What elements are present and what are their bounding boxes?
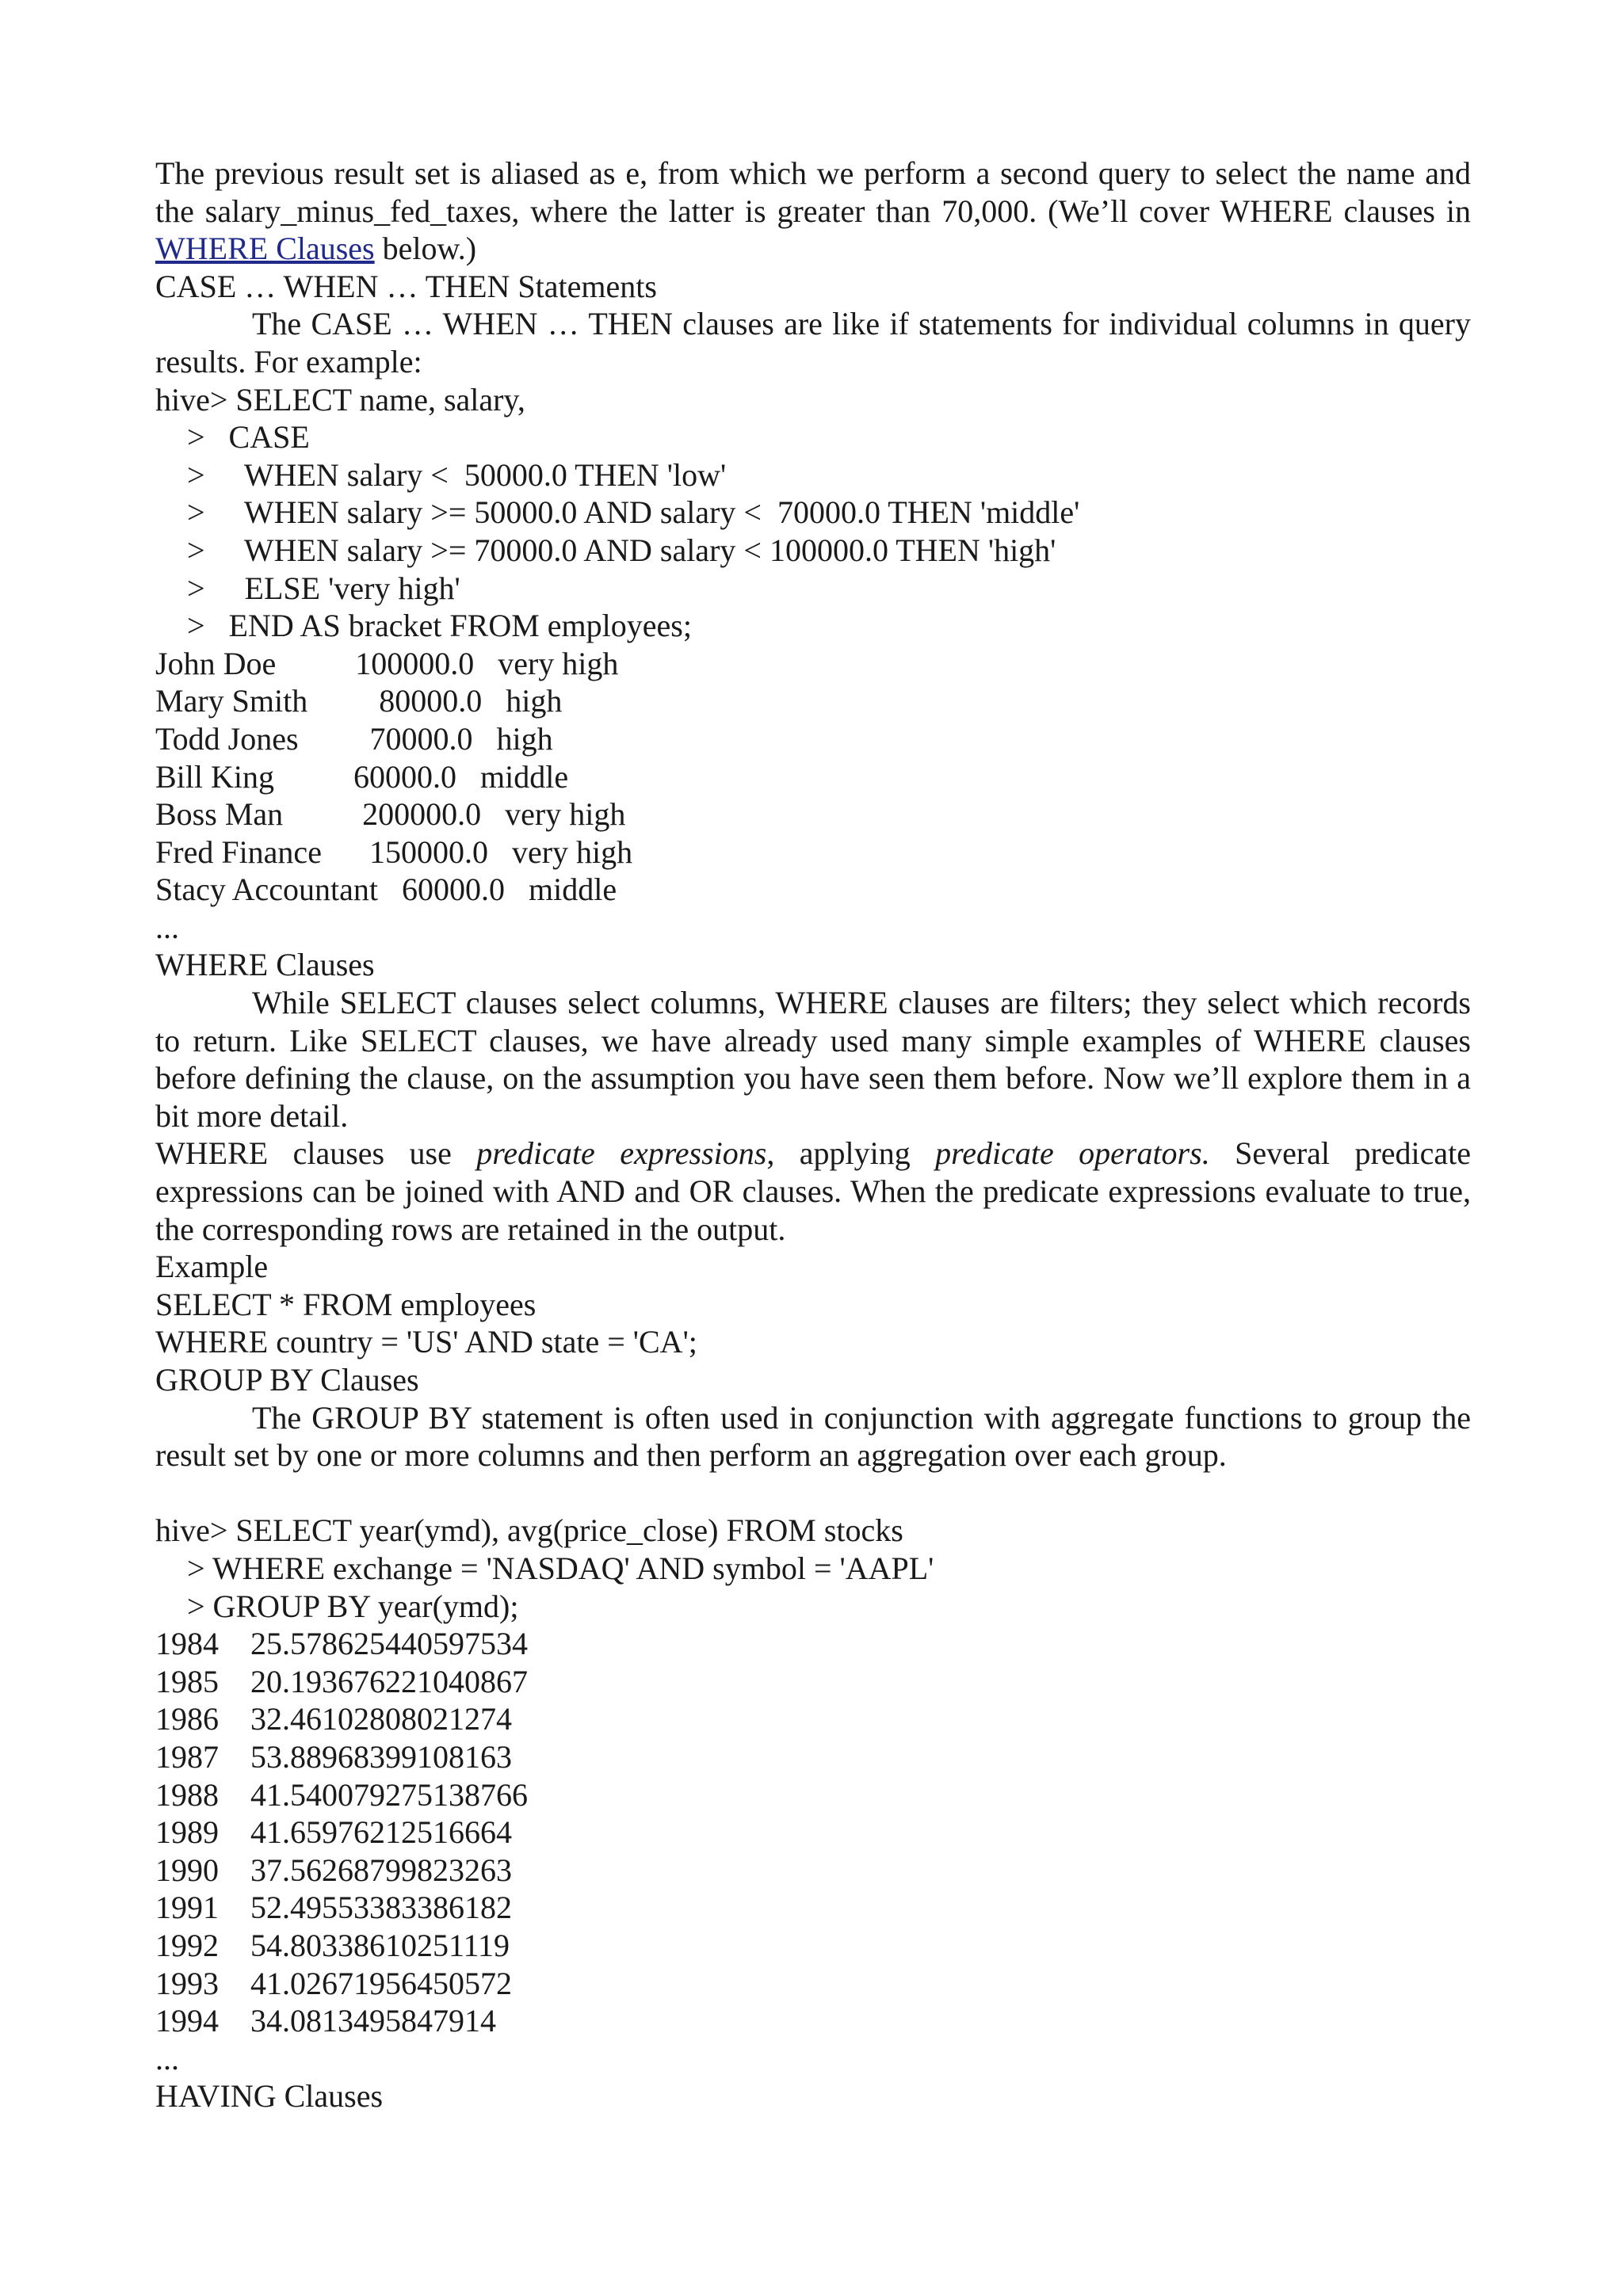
where-paragraph-1: While SELECT clauses select columns, WHERE clauses are filters; they select which records to return. Like SELECT clauses, we have already used many simple examples of WHERE clauses before defining the clause, on the assumption you have seen them before. Now we’ll explore them in a bit more detail. <box>155 985 1471 1134</box>
code-line: > WHEN salary >= 50000.0 AND salary < 70000.0 THEN 'middle' <box>155 494 1080 531</box>
result-row: Mary Smith 80000.0 high <box>155 683 563 719</box>
result-row: 1994 34.0813495847914 <box>155 2003 496 2039</box>
group-by-paragraph: The GROUP BY statement is often used in conjunction with aggregate functions to group the result set by one or more columns and then perform an aggregation over each group. <box>155 1399 1471 1474</box>
where-p2-text: , applying <box>766 1135 936 1172</box>
result-row: 1988 41.540079275138766 <box>155 1776 528 1813</box>
code-line: > CASE <box>155 419 310 456</box>
result-row: 1992 54.80338610251119 <box>155 1927 510 1963</box>
code-line: WHERE country = 'US' AND state = 'CA'; <box>155 1324 697 1360</box>
case-heading: CASE … WHEN … THEN Statements <box>155 268 657 304</box>
case-paragraph: The CASE … WHEN … THEN clauses are like if statements for individual columns in query results. For example: <box>155 306 1471 379</box>
result-row: 1985 20.193676221040867 <box>155 1663 528 1699</box>
predicate-expressions-term: predicate expressions <box>476 1135 767 1172</box>
result-row: 1989 41.65976212516664 <box>155 1814 512 1851</box>
code-line: > ELSE 'very high' <box>155 570 460 606</box>
result-row: 1990 37.56268799823263 <box>155 1852 512 1888</box>
code-line: hive> SELECT name, salary, <box>155 381 525 418</box>
having-heading: HAVING Clauses <box>155 2078 384 2115</box>
spacer <box>155 1474 1471 1512</box>
result-row: 1993 41.02671956450572 <box>155 1965 512 2001</box>
result-row: Stacy Accountant 60000.0 middle <box>155 871 617 908</box>
code-line: > WHEN salary >= 70000.0 AND salary < 100000.0 THEN 'high' <box>155 532 1056 568</box>
predicate-operators-term: predicate operators. <box>935 1135 1210 1172</box>
result-row: 1987 53.88968399108163 <box>155 1738 512 1775</box>
where-paragraph-2 <box>155 1135 1471 1248</box>
group-by-code-block <box>155 1512 1471 1625</box>
result-row: Todd Jones 70000.0 high <box>155 720 553 757</box>
case-results-block <box>155 645 1471 909</box>
where-heading: WHERE Clauses <box>155 947 375 983</box>
code-line: > WHEN salary < 50000.0 THEN 'low' <box>155 456 727 493</box>
intro-text: The previous result set is aliased as e, from which we perform a second query to select the name and the salary_minus_fed_taxes, where the latter is greater than 70,000. (We’ll cover WHERE clauses in <box>155 155 1471 229</box>
where-code-block <box>155 1286 1471 1361</box>
document-page <box>155 154 1471 2115</box>
result-row: 1991 52.49553383386182 <box>155 1890 512 1926</box>
code-line: > WHERE exchange = 'NASDAQ' AND symbol = 'AAPL' <box>155 1550 934 1586</box>
group-by-results-block <box>155 1625 1471 2040</box>
code-line: SELECT * FROM employees <box>155 1286 537 1322</box>
example-label: Example <box>155 1249 269 1285</box>
result-row: Boss Man 200000.0 very high <box>155 796 626 833</box>
where-p2-text: Several predicate expressions can be joined with AND and OR clauses. When the predicate expressions evaluate to true, the corresponding rows are retained in the output. <box>155 1135 1472 1247</box>
code-line: hive> SELECT year(ymd), avg(price_close) FROM stocks <box>155 1512 903 1549</box>
intro-text-end: below.) <box>374 231 477 267</box>
result-row: 1984 25.578625440597534 <box>155 1626 528 1662</box>
code-line: > END AS bracket FROM employees; <box>155 608 692 644</box>
case-code-block <box>155 381 1471 645</box>
result-row: Bill King 60000.0 middle <box>155 758 569 795</box>
where-p2-text: WHERE clauses use <box>155 1135 477 1172</box>
ellipsis: ... <box>155 2040 179 2077</box>
result-row: Fred Finance 150000.0 very high <box>155 833 633 870</box>
result-row: 1986 32.46102808021274 <box>155 1701 512 1737</box>
result-row: John Doe 100000.0 very high <box>155 645 619 681</box>
ellipsis: ... <box>155 909 179 945</box>
where-clauses-link[interactable]: WHERE Clauses <box>155 231 375 267</box>
code-line: > GROUP BY year(ymd); <box>155 1588 519 1624</box>
intro-paragraph <box>155 154 1471 268</box>
group-by-heading: GROUP BY Clauses <box>155 1362 419 1398</box>
